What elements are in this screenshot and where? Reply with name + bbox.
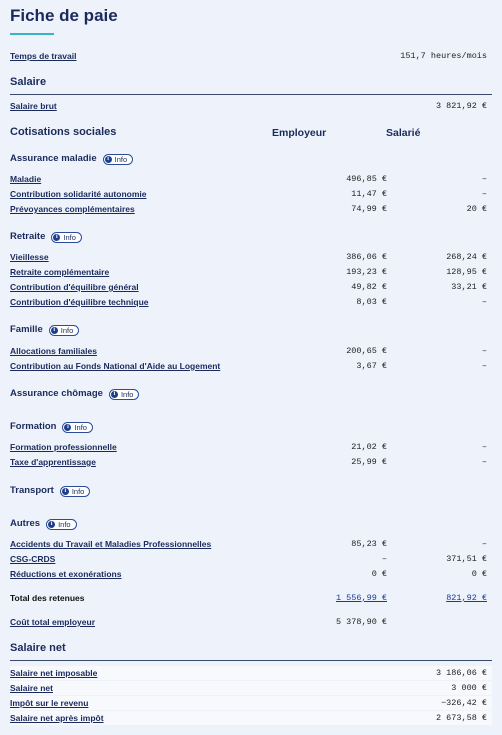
table-row [10,455,492,469]
col-employeur-header: Employeur [272,127,327,139]
group-title: Assurance chômage [10,388,103,399]
info-icon: i [111,391,118,398]
row-employeur-value: 11,47 € [351,189,387,199]
col-salarie-header: Salarié [386,127,421,139]
row-employeur-value: 3,67 € [356,361,387,371]
salaire-section-title: Salaire [10,76,47,88]
table-row [10,202,492,216]
table-row [10,265,492,279]
table-row [10,711,492,725]
row-salarie-value: – [481,346,487,356]
info-icon: i [51,327,58,334]
row-label-link[interactable]: Contribution d'équilibre général [10,282,139,292]
row-label-link[interactable]: CSG-CRDS [10,554,56,564]
row-employeur-value: 85,23 € [351,539,387,549]
info-icon: i [105,156,112,163]
info-button[interactable] [109,389,140,400]
info-icon: i [64,424,71,431]
row-label-link[interactable]: Salaire net après impôt [10,713,104,723]
cout-total-row [10,615,492,629]
group-assurance-chomage [10,387,139,401]
row-value: −326,42 € [441,698,487,708]
salaire-divider [10,94,492,95]
group-title: Formation [10,421,57,432]
row-employeur-value: 0 € [371,569,387,579]
info-icon: i [48,521,55,528]
row-employeur-value: 8,03 € [356,297,387,307]
info-button[interactable] [60,486,91,497]
table-row [10,344,492,358]
info-label: Info [58,519,71,529]
info-label: Info [60,325,74,335]
info-icon: i [53,234,60,241]
row-value: 3 000 € [451,683,487,693]
row-label-link[interactable]: Maladie [10,174,42,184]
row-employeur-value: 193,23 € [346,267,387,277]
row-salarie-value: – [481,297,487,307]
row-salarie-value: 0 € [471,569,487,579]
temps-travail-link[interactable]: Temps de travail [10,51,77,61]
temps-travail-value: 151,7 heures/mois [400,51,487,61]
cotisations-section-title: Cotisations sociales [10,126,117,138]
row-salarie-value: – [481,361,487,371]
info-label: Info [114,154,128,164]
table-row [10,552,492,566]
row-label-link[interactable]: Réductions et exonérations [10,569,122,579]
row-label-link[interactable]: Salaire net [10,683,53,693]
row-salarie-value: 268,24 € [446,252,487,262]
group-title: Autres [10,518,41,529]
info-button[interactable] [62,422,93,433]
table-row [10,567,492,581]
row-label-link[interactable]: Contribution d'équilibre technique [10,297,149,307]
row-employeur-value: 496,85 € [346,174,387,184]
row-salarie-value: 371,51 € [446,554,487,564]
page-title: Fiche de paie [10,6,118,25]
table-row [10,537,492,551]
row-salarie-value: 128,95 € [446,267,487,277]
info-button[interactable] [49,325,80,336]
row-employeur-value: 25,99 € [351,457,387,467]
title-underline [10,33,54,35]
table-row [10,295,492,309]
row-employeur-value: 21,02 € [351,442,387,452]
salaire-brut-row [10,99,492,113]
row-label-link[interactable]: Vieillesse [10,252,49,262]
info-label: Info [71,486,85,496]
table-row [10,666,492,680]
row-salarie-value: – [481,539,487,549]
total-employeur-link[interactable]: 1 556,99 € [335,593,387,603]
group-famille [10,323,79,337]
group-assurance-maladie [10,152,133,166]
group-retraite [10,230,82,244]
group-transport [10,484,90,498]
row-salarie-value: – [481,442,487,452]
row-label-link[interactable]: Taxe d'apprentissage [10,457,96,467]
info-button[interactable] [103,154,134,165]
row-label-link[interactable]: Contribution au Fonds National d'Aide au Logement [10,361,221,371]
group-title: Transport [10,485,54,496]
row-label-link[interactable]: Prévoyances complémentaires [10,204,135,214]
row-label-link[interactable]: Allocations familiales [10,346,97,356]
table-row [10,681,492,695]
cout-total-value: 5 378,90 € [335,617,387,627]
total-salarie-link[interactable]: 821,92 € [446,593,487,603]
group-autres [10,517,77,531]
table-row [10,440,492,454]
group-title: Retraite [10,231,46,242]
table-row [10,280,492,294]
info-button[interactable] [51,232,82,243]
row-employeur-value: 49,82 € [351,282,387,292]
total-retenues-row [10,591,492,605]
salaire-net-section-title: Salaire net [10,642,66,654]
row-employeur-value: 200,65 € [346,346,387,356]
row-label-link[interactable]: Impôt sur le revenu [10,698,89,708]
total-retenues-label: Total des retenues [10,593,85,603]
table-row [10,187,492,201]
info-icon: i [62,488,69,495]
row-value: 2 673,58 € [435,713,487,723]
info-label: Info [120,389,134,399]
row-label-link[interactable]: Accidents du Travail et Maladies Professionnelles [10,539,212,549]
row-salarie-value: 33,21 € [451,282,487,292]
table-row [10,250,492,264]
row-value: 3 186,06 € [435,668,487,678]
row-label-link[interactable]: Contribution solidarité autonomie [10,189,147,199]
row-salarie-value: – [481,457,487,467]
table-row [10,696,492,710]
group-formation [10,420,93,434]
salaire-brut-value: 3 821,92 € [435,101,487,111]
row-employeur-value: – [381,554,387,564]
row-salarie-value: – [481,174,487,184]
temps-travail-row [10,49,492,63]
group-title: Famille [10,324,43,335]
row-employeur-value: 74,99 € [351,204,387,214]
row-label-link[interactable]: Salaire net imposable [10,668,98,678]
table-row [10,172,492,186]
salaire-net-divider [10,660,492,661]
salaire-brut-link[interactable]: Salaire brut [10,101,57,111]
row-salarie-value: 20 € [466,204,487,214]
info-label: Info [74,422,87,432]
row-label-link[interactable]: Retraite complémentaire [10,267,110,277]
info-button[interactable] [46,519,77,530]
row-label-link[interactable]: Formation professionnelle [10,442,117,452]
info-label: Info [63,232,76,242]
table-row [10,359,492,373]
row-salarie-value: – [481,189,487,199]
group-title: Assurance maladie [10,153,97,164]
row-employeur-value: 386,06 € [346,252,387,262]
cout-total-link[interactable]: Coût total employeur [10,617,96,627]
